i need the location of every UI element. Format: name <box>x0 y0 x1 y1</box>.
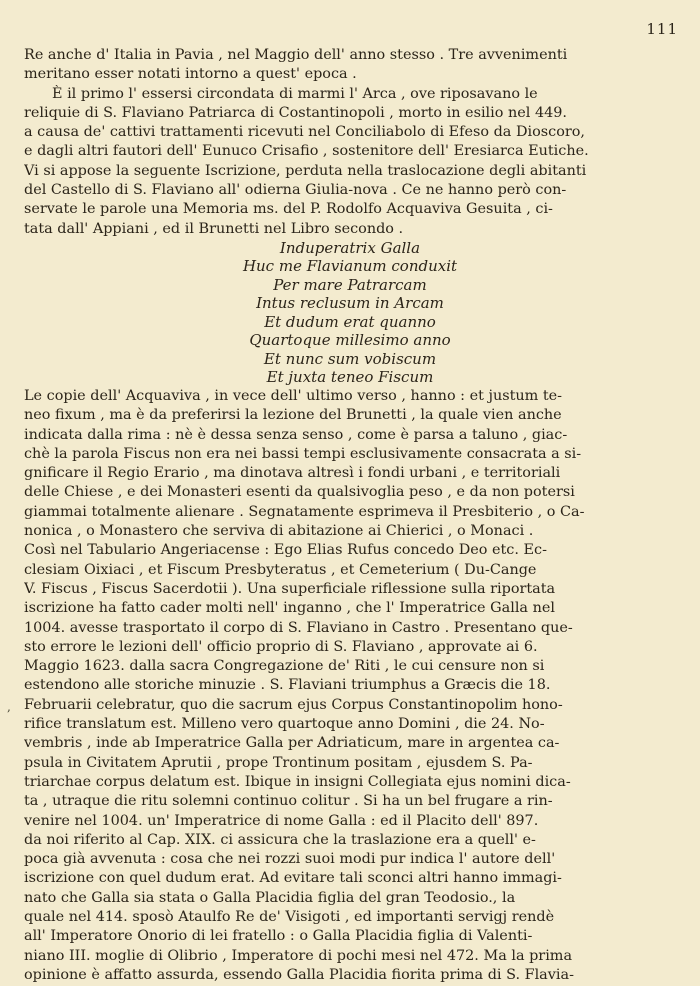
text-line: indicata dalla rima : nè è dessa senza senso , come è parsa a taluno , giac- <box>24 426 568 443</box>
text-line: reliquie di S. Flaviano Patriarca di Costantinopoli , morto in esilio nel 449. <box>24 104 567 121</box>
text-line: opinione è affatto assurda, essendo Galla Placidia fiorita prima di S. Flavia- <box>24 966 574 983</box>
text-line: chè la parola Fiscus non era nei bassi tempi esclusivamente consacrata a si- <box>24 445 582 462</box>
text-line: È il primo l' essersi circondata di marmi l' Arca , ove riposavano le <box>52 85 538 102</box>
inscription-line: Et dudum erat quanno <box>264 312 436 331</box>
text-line: Le copie dell' Acquaviva , in vece dell' ultimo verso , hanno : et justum te- <box>24 387 563 404</box>
text-line: quale nel 414. sposò Ataulfo Re de' Visigoti , ed importanti servigj rendè <box>24 908 555 925</box>
text-line: tata dall' Appiani , ed il Brunetti nel Libro secondo . <box>24 220 404 237</box>
inscription-line: Per mare Patrarcam <box>273 275 427 294</box>
inscription-line: Et juxta teneo Fiscum <box>266 368 434 387</box>
text-line: niano III. moglie di Olibrio , Imperatore di pochi mesi nel 472. Ma la prima <box>24 947 573 964</box>
text-line: V. Fiscus , Fiscus Sacerdotii ). Una superficiale riflessione sulla riportata <box>24 580 556 597</box>
text-line: a causa de' cattivi trattamenti ricevuti nel Conciliabolo di Efeso da Dioscoro, <box>24 124 585 141</box>
text-line: nato che Galla sia stata o Galla Placidia figlia del gran Teodosio., la <box>24 889 516 906</box>
text-line: rifice translatum est. Milleno vero quartoque anno Domini , die 24. No- <box>24 716 545 733</box>
inscription-line: Huc me Flavianum conduxit <box>242 257 458 276</box>
margin-mark: , <box>7 700 11 714</box>
text-line: triarchae corpus delatum est. Ibique in insigni Collegiata ejus nomini dica- <box>24 773 571 790</box>
text-line: del Castello di S. Flaviano all' odierna Giulia-nova . Ce ne hanno però con- <box>24 182 567 199</box>
text-line: meritano esser notati intorno a quest' epoca . <box>24 66 357 83</box>
text-line: ta , utraque die ritu solemni continuo colitur . Si ha un bel frugare a rin- <box>24 793 553 810</box>
text-line: gnificare il Regio Erario , ma dinotava altresì i fondi urbani , e territoriali <box>24 465 561 482</box>
text-line: nonica , o Monastero che serviva di abitazione ai Chierici , o Monaci . <box>24 523 534 540</box>
text-line: 1004. avesse trasportato il corpo di S. Flaviano in Castro . Presentano que- <box>24 619 573 636</box>
text-line: iscrizione ha fatto cader molti nell' inganno , che l' Imperatrice Galla nel <box>24 600 555 617</box>
text-line: vembris , inde ab Imperatrice Galla per Adriaticum, mare in argentea ca- <box>24 735 560 752</box>
text-line: Vi si appose la seguente Iscrizione, perduta nella traslocazione degli abitanti <box>24 162 587 179</box>
inscription-line: Induperatrix Galla <box>279 238 421 257</box>
text-line: Februarii celebratur, quo die sacrum ejus Corpus Constantinopolim hono- <box>24 696 563 713</box>
text-line: Così nel Tabulario Angeriacense : Ego Elias Rufus concedo Deo etc. Ec- <box>24 542 547 559</box>
inscription-line: Intus reclusum in Arcam <box>256 294 444 313</box>
text-line: poca già avvenuta : cosa che nei rozzi suoi modi pur indica l' autore dell' <box>24 851 556 868</box>
text-line: clesiam Oixiaci , et Fiscum Presbyteratus , et Cemeterium ( Du-Cange <box>24 561 537 578</box>
text-line: e dagli altri fautori dell' Eunuco Crisafio , sostenitore dell' Eresiarca Eutiche. <box>24 143 589 160</box>
text-line: da noi riferito al Cap. XIX. ci assicura che la traslazione era a quell' e- <box>24 831 536 848</box>
body-text <box>24 46 676 985</box>
text-line: venire nel 1004. un' Imperatrice di nome Galla : ed il Placito dell' 897. <box>24 812 539 829</box>
text-line: servate le parole una Memoria ms. del P. Rodolfo Acquaviva Gesuita , ci- <box>24 201 553 218</box>
text-line: Re anche d' Italia in Pavia , nel Maggio dell' anno stesso . Tre avvenimenti <box>24 47 568 63</box>
text-line: sto errore le lezioni dell' officio proprio di S. Flaviano , approvate ai 6. <box>24 638 538 655</box>
text-line: estendono alle storiche minuzie . S. Flaviani triumphus a Græcis die 18. <box>24 677 551 694</box>
inscription-line: Quartoque millesimo anno <box>249 331 451 350</box>
page-number: 111 <box>646 20 678 38</box>
text-line: neo fixum , ma è da preferirsi la lezione del Brunetti , la quale vien anche <box>24 407 562 424</box>
text-line: iscrizione con quel dudum erat. Ad evitare tali sconci altri hanno immagi- <box>24 870 562 887</box>
text-line: Maggio 1623. dalla sacra Congregazione de' Riti , le cui censure non si <box>24 658 545 675</box>
text-line: delle Chiese , e dei Monasteri esenti da qualsivoglia peso , e da non potersi <box>24 484 575 501</box>
text-line: giammai totalmente alienare . Segnatamente esprimeva il Presbiterio , o Ca- <box>24 503 585 520</box>
text-line: all' Imperatore Onorio di lei fratello : o Galla Placidia figlia di Valenti- <box>24 928 533 945</box>
inscription-line: Et nunc sum vobiscum <box>263 349 437 368</box>
text-line: psula in Civitatem Aprutii , prope Trontinum positam , ejusdem S. Pa- <box>24 754 533 771</box>
